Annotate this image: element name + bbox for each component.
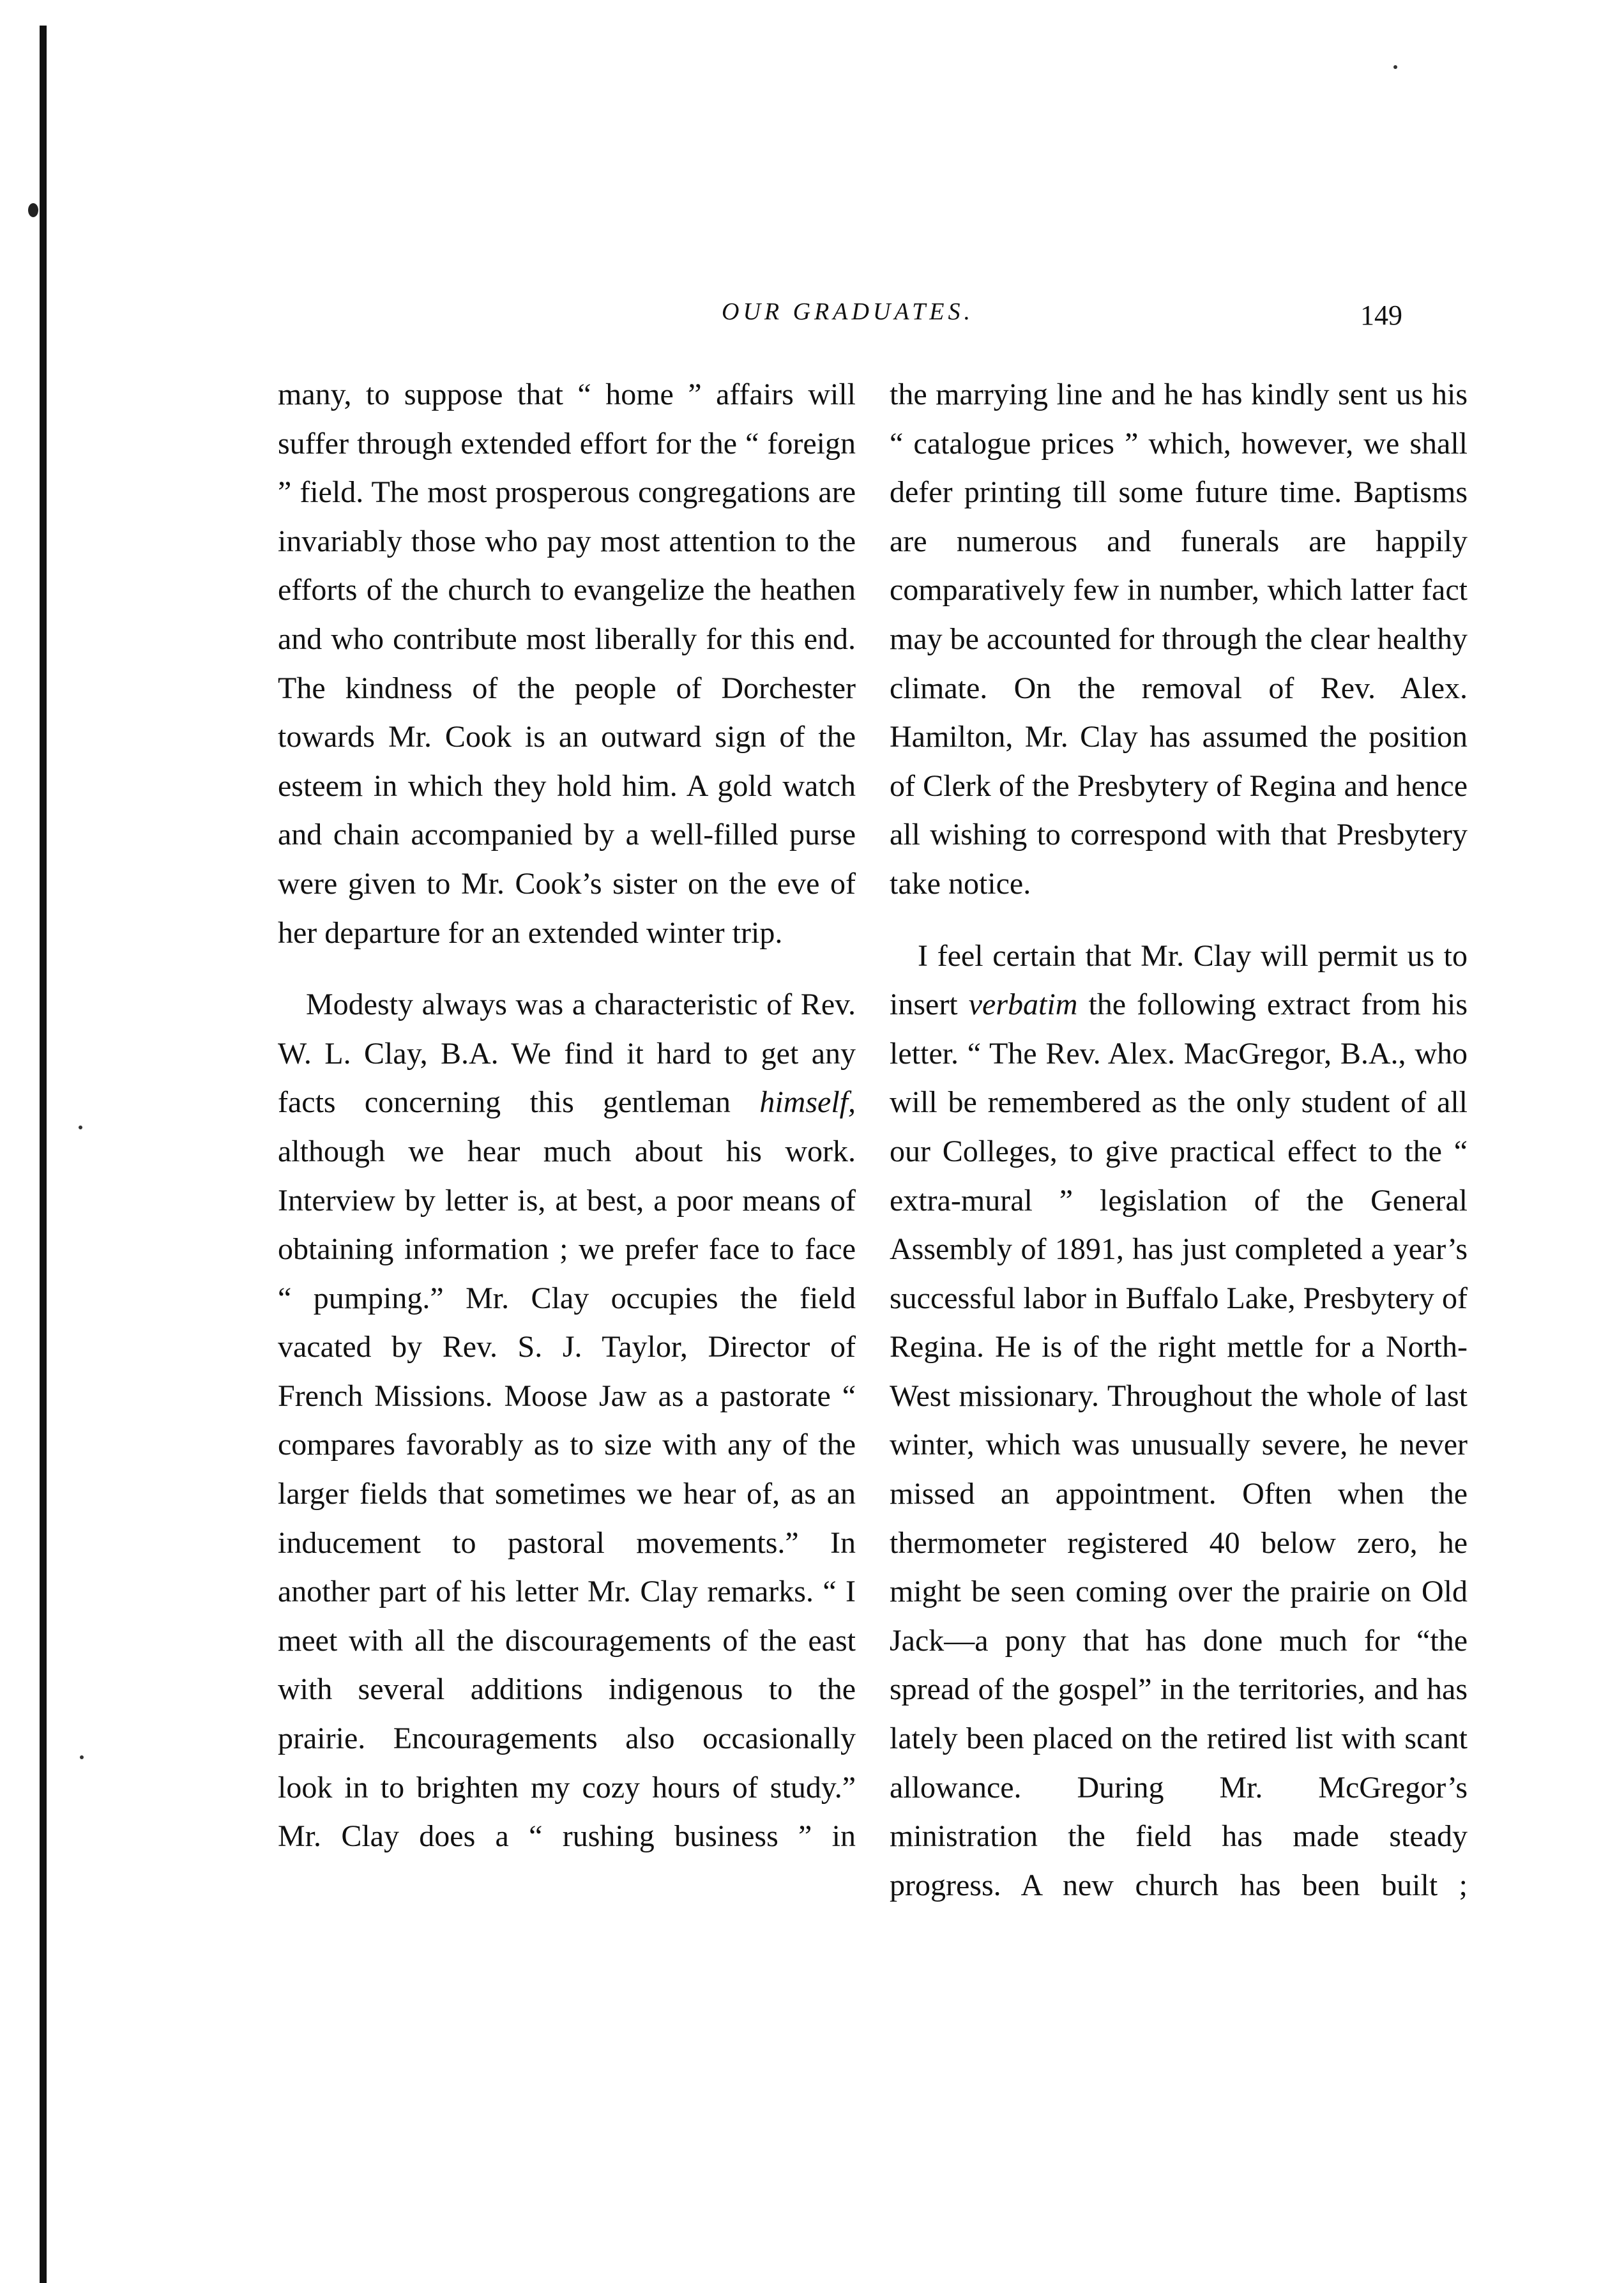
- running-title: OUR GRADUATES.: [722, 298, 974, 325]
- paragraph-text: although we hear much about his work. Interview by letter is, at best, a poor means of obtaining information ; we prefer face to face “ pumping.” Mr. Clay occupies the field vacated by Rev. S. J. Taylor, Director of French Missions. Moose Jaw as a pastorate “ compares favorably as to size with any of the larger fields that sometimes we hear of, as an inducement to pastoral movements.” In another part of his letter Mr. Clay remarks. “ I meet with all the discouragements of the east with several additions indigenous to the prairie. Encouragements also occasionally look in to brighten my cozy hours of study.” Mr. Clay does a “ rushing business ” in: [278, 1134, 856, 1854]
- left-column: [278, 370, 856, 1910]
- scan-speck: [1393, 65, 1397, 69]
- paragraph: [278, 981, 856, 1910]
- binding-edge: [40, 26, 47, 2283]
- scan-speck: [79, 1126, 82, 1129]
- paragraph: many, to suppose that “ home ” affairs will suffer through extended effort for the “ foreign ” field. The most prosperous congregations are invariably those who pay most attention to the efforts of the church to evangelize the heathen and who contribute most liberally for this end. The kindness of the people of Dorchester towards Mr. Cook is an outward sign of the esteem in which they hold him. A gold watch and chain accompanied by a well-filled purse were given to Mr. Cook’s sister on the eve of her departure for an extended winter trip.: [278, 378, 856, 950]
- paragraph: [890, 932, 1468, 1959]
- right-column: [890, 370, 1468, 1959]
- paragraph-text: the following extract from his letter. “ The Rev. Alex. MacGregor, B.A., who will be remembered as the only student of all our Colleges, to give practical effect to the “ extra-mural ” legislation of the General Assembly of 1891, has just completed a year’s successful labor in Buffalo Lake, Presbytery of Regina. He is of the right mettle for a North-West missionary. Throughout the whole of last winter, which was unusually severe, he never missed an appointment. Often when the thermometer registered 40 below zero, he might be seen coming over the prairie on Old Jack—a pony that has done much for “the spread of the gospel” in the territories, and has lately been placed on the retired list with scant allowance. During Mr. McGregor’s ministration the field has made steady progress. A new church has been built ;: [890, 988, 1468, 1902]
- paragraph: the marrying line and he has kindly sent us his “ catalogue prices ” which, however, we shall defer printing till some future time. Baptisms are numerous and funerals are happily comparatively few in number, which latter fact may be accounted for through the clear healthy climate. On the removal of Rev. Alex. Hamilton, Mr. Clay has assumed the position of Clerk of the Presbytery of Regina and hence all wishing to correspond with that Presbytery take notice.: [890, 378, 1468, 901]
- paragraph-text: Modesty always was a characteristic of Rev. W. L. Clay, B.A. We find it hard to get any facts concerning this gentleman: [278, 988, 856, 1120]
- paragraph-text: I feel certain that Mr. Clay will permit us to insert: [890, 938, 1468, 1022]
- page-number: 149: [1360, 300, 1402, 331]
- italic-word: verbatim: [968, 988, 1078, 1022]
- scan-speck: [28, 203, 38, 217]
- italic-word: himself,: [759, 1085, 856, 1120]
- scan-speck: [80, 1755, 84, 1759]
